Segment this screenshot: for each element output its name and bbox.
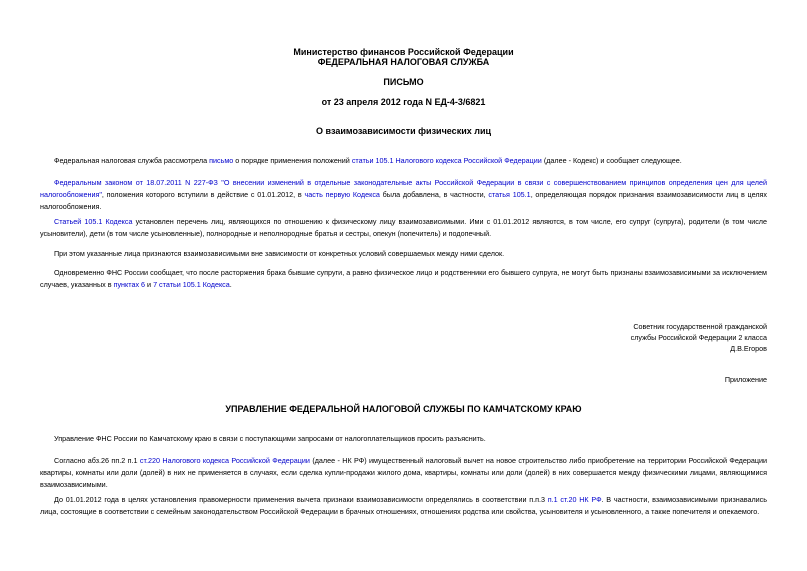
link-article-20-tax-code[interactable]: п.1 ст.20 НК РФ xyxy=(547,495,602,504)
signature-line-2: службы Российской Федерации 2 класса xyxy=(630,333,767,342)
paragraph-before-2012: До 01.01.2012 года в целях установления правомерности применения вычета признаки взаимозависимости определялись в соответствии п.п.3 п.1 ст.20 НК РФ. В частности, взаимозависимыми признавались лица, состоящие в соответствии с семейным законодательством Российской Федерации в брачных отношениях, отношениях родства или свойства, усыновителя и усыновленного, а также попечителя и опекаемого. xyxy=(40,495,767,516)
document-type: ПИСЬМО xyxy=(383,77,424,87)
link-article-105-1[interactable]: статья 105.1 xyxy=(488,190,531,199)
ministry-name: Министерство финансов Российской Федерации xyxy=(293,47,514,57)
document-subject: О взаимозависимости физических лиц xyxy=(315,126,492,136)
link-clause-6[interactable]: пунктах 6 xyxy=(113,280,146,289)
link-clause-7-article-105-1[interactable]: 7 статьи 105.1 Кодекса xyxy=(153,280,230,289)
section-title: УПРАВЛЕНИЕ ФЕДЕРАЛЬНОЙ НАЛОГОВОЙ СЛУЖБЫ ПО КАМЧАТСКОМУ КРАЮ xyxy=(225,404,582,414)
service-name: ФЕДЕРАЛЬНАЯ НАЛОГОВАЯ СЛУЖБА xyxy=(317,57,490,67)
signature-block xyxy=(631,321,767,354)
link-article-105-1-code[interactable]: Статьей 105.1 Кодекса xyxy=(54,217,133,226)
link-part-one-code[interactable]: часть первую Кодекса xyxy=(304,190,380,199)
appendix-label: Приложение xyxy=(724,375,767,384)
link-letter[interactable]: письмо xyxy=(209,156,234,165)
signature-name: Д.В.Егоров xyxy=(730,344,767,353)
paragraph-request: Управление ФНС России по Камчатскому краю в связи с поступающими запросами от налогоплательщиков просить разъяснить. xyxy=(54,434,486,443)
paragraph-federal-law: Федеральным законом от 18.07.2011 N 227-ФЗ "О внесении изменений в отдельные законодательные акты Российской Федерации в связи с совершенствованием принципов определения цен для целей налогообложения", положения которого вступили в действие с 01.01.2012, в часть первую Кодекса была добавлена, в частности, статья 105.1, определяющая порядок признания взаимозависимости лиц в целях налогообложения. xyxy=(40,178,768,211)
signature-line-1: Советник государственной гражданской xyxy=(633,322,767,331)
paragraph-article-105-1: Статьей 105.1 Кодекса установлен перечень лиц, являющихся по отношению к физическому лицу взаимозависимыми. Ими с 01.01.2012 являются, в том числе, его супруг (супруга), родители (в том числе усыновители), дети (в том числе усыновленные), полнородные и неполнородные братья и сестры, опекун (попечитель) и подопечный. xyxy=(40,217,767,238)
link-federal-law-227[interactable]: Федеральным законом от 18.07.2011 N 227-ФЗ "О внесении изменений в отдельные законодательные акты Российской Федерации в связи с совершенствованием принципов определения цен для целей налогообложения" xyxy=(40,178,767,199)
paragraph-regardless: При этом указанные лица признаются взаимозависимыми вне зависимости от конкретных условий совершаемых между ними сделок. xyxy=(54,249,505,258)
link-article-105-1-tax-code[interactable]: статьи 105.1 Налогового кодекса Российской Федерации xyxy=(351,156,542,165)
paragraph-intro: Федеральная налоговая служба рассмотрела письмо о порядке применения положений статьи 105.1 Налогового кодекса Российской Федерации (далее - Кодекс) и сообщает следующее. xyxy=(54,156,682,165)
document-date-number: от 23 апреля 2012 года N ЕД-4-3/6821 xyxy=(321,97,486,107)
paragraph-article-220: Согласно абз.26 пп.2 п.1 ст.220 Налогового кодекса Российской Федерации (далее - НК РФ) имущественный налоговый вычет на новое строительство либо приобретение на территории Российской Федерации квартиры, комнаты или доли (долей) в них не применяется в случаях, если сделка купли-продажи жилого дома, квартиры, комнаты или доли (долей) в них совершается между физическими лицами, являющимися взаимозависимыми. xyxy=(40,456,767,489)
paragraph-divorce: Одновременно ФНС России сообщает, что после расторжения брака бывшие супруги, а равно физическое лицо и родственники его бывшего супруга, не могут быть признаны взаимозависимыми за исключением случаев, указанных в пунктах 6 и 7 статьи 105.1 Кодекса. xyxy=(40,268,767,289)
link-article-220-tax-code[interactable]: ст.220 Налогового кодекса Российской Федерации xyxy=(139,456,310,465)
